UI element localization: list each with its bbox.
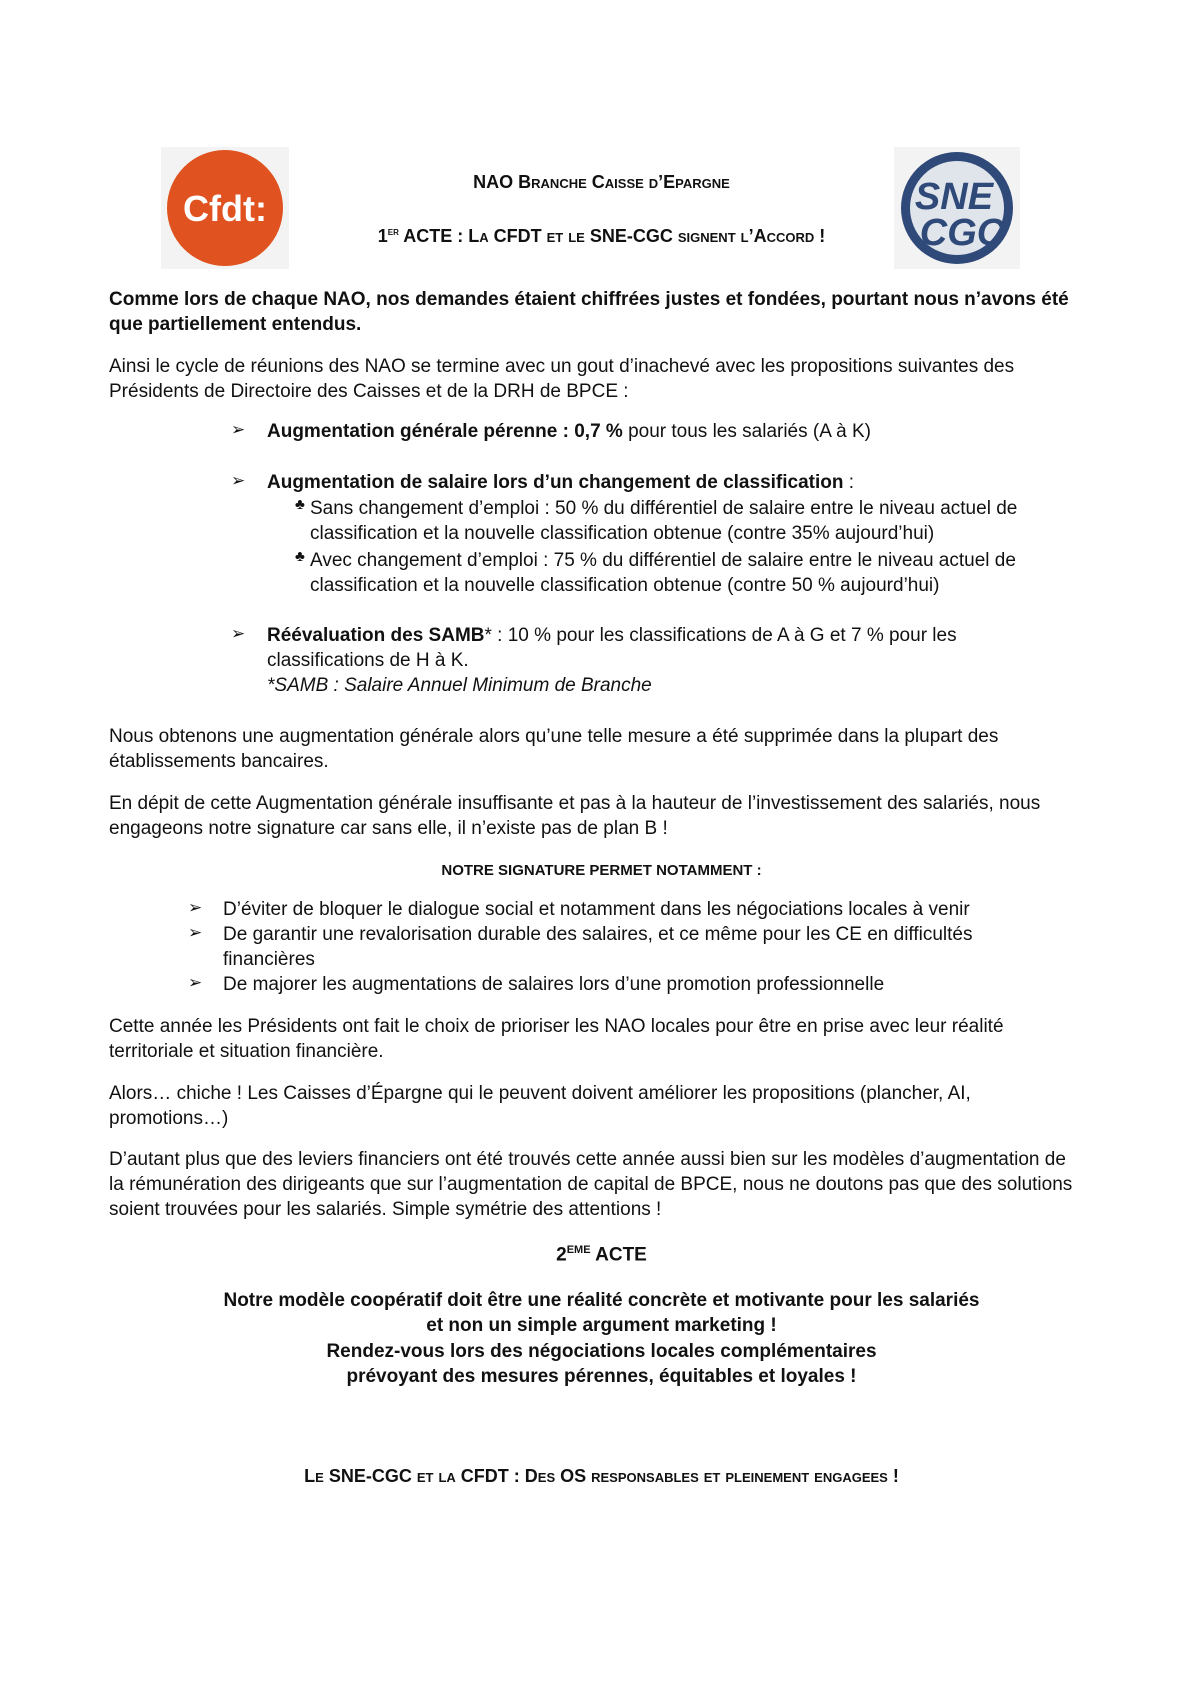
arrow-bullet-icon: ➢ xyxy=(231,471,246,490)
proposal-item: Augmentation générale pérenne : 0,7 % pour tous les salariés (A à K) xyxy=(267,421,871,442)
sne-cgc-logo xyxy=(894,147,1020,269)
proposal-subitem: Sans changement d’emploi : 50 % du différentiel de salaire entre le niveau actuel de classification et la nouvelle classification obtenue (contre 35% aujourd’hui) xyxy=(310,498,1018,544)
footer-slogan: Le SNE-CGC et la CFDT : Des OS responsables et pleinement engagees ! xyxy=(304,1466,899,1486)
samb-footnote: *SAMB : Salaire Annuel Minimum de Branche xyxy=(267,675,652,696)
paragraph: D’autant plus que des leviers financiers ont été trouvés cette année aussi bien sur les modèles d’augmentation de la rémunération des dirigeants que sur l’augmentation de capital de BPCE, nous ne doutons pas que des solutions soient trouvées pour les salariés. Simple symétrie des attentions ! xyxy=(109,1149,1073,1220)
paragraph: Alors… chiche ! Les Caisses d’Épargne qui le peuvent doivent améliorer les propositions (plancher, AI, promotions…) xyxy=(109,1083,971,1129)
cfdt-logo xyxy=(161,147,289,269)
closing-line: Notre modèle coopératif doit être une réalité concrète et motivante pour les salariés xyxy=(223,1290,980,1311)
intro-paragraph: Comme lors de chaque NAO, nos demandes étaient chiffrées justes et fondées, pourtant nous n’avons été que partiellement entendus. xyxy=(109,289,1069,335)
paragraph: Nous obtenons une augmentation générale alors qu’une telle mesure a été supprimée dans la plupart des établissements bancaires. xyxy=(109,726,999,772)
svg-text:CGC: CGC xyxy=(919,212,1005,254)
act2-heading: 2EME ACTE xyxy=(556,1244,647,1266)
document-subtitle: 1er ACTE : La CFDT et le SNE-CGC signent l’Accord ! xyxy=(377,226,826,246)
paragraph: En dépit de cette Augmentation générale insuffisante et pas à la hauteur de l’investissement des salariés, nous engageons notre signature car sans elle, il n’existe pas de plan B ! xyxy=(109,793,1041,839)
arrow-bullet-icon: ➢ xyxy=(231,420,246,439)
arrow-bullet-icon: ➢ xyxy=(188,923,203,942)
proposal-subitem: Avec changement d’emploi : 75 % du différentiel de salaire entre le niveau actuel de classification et la nouvelle classification obtenue (contre 50 % aujourd’hui) xyxy=(310,550,1016,596)
svg-text:Cfdt:: Cfdt: xyxy=(183,188,267,229)
svg-text:SNE: SNE xyxy=(914,176,994,218)
document-title: NAO Branche Caisse d’Epargne xyxy=(473,172,730,192)
club-bullet-icon: ♣ xyxy=(295,496,305,513)
arrow-bullet-icon: ➢ xyxy=(231,624,246,643)
arrow-bullet-icon: ➢ xyxy=(188,898,203,917)
club-bullet-icon: ♣ xyxy=(295,548,305,565)
signature-item: De garantir une revalorisation durable des salaires, et ce même pour les CE en difficultés financières xyxy=(223,924,973,970)
closing-line: Rendez-vous lors des négociations locales complémentaires xyxy=(326,1341,877,1362)
proposal-item: Réévaluation des SAMB* : 10 % pour les classifications de A à G et 7 % pour les classifications de H à K. xyxy=(267,625,957,671)
proposal-item: Augmentation de salaire lors d’un changement de classification : xyxy=(267,472,855,493)
arrow-bullet-icon: ➢ xyxy=(188,973,203,992)
closing-line: et non un simple argument marketing ! xyxy=(426,1315,777,1336)
paragraph: Ainsi le cycle de réunions des NAO se termine avec un gout d’inachevé avec les propositions suivantes des Présidents de Directoire des Caisses et de la DRH de BPCE : xyxy=(109,356,1015,402)
closing-line: prévoyant des mesures pérennes, équitables et loyales ! xyxy=(346,1366,857,1387)
signature-heading: NOTRE SIGNATURE PERMET NOTAMMENT : xyxy=(441,862,762,879)
paragraph: Cette année les Présidents ont fait le choix de prioriser les NAO locales pour être en prise avec leur réalité territoriale et situation financière. xyxy=(109,1016,1004,1062)
signature-item: D’éviter de bloquer le dialogue social et notamment dans les négociations locales à venir xyxy=(223,899,970,920)
signature-item: De majorer les augmentations de salaires lors d’une promotion professionnelle xyxy=(223,974,885,995)
